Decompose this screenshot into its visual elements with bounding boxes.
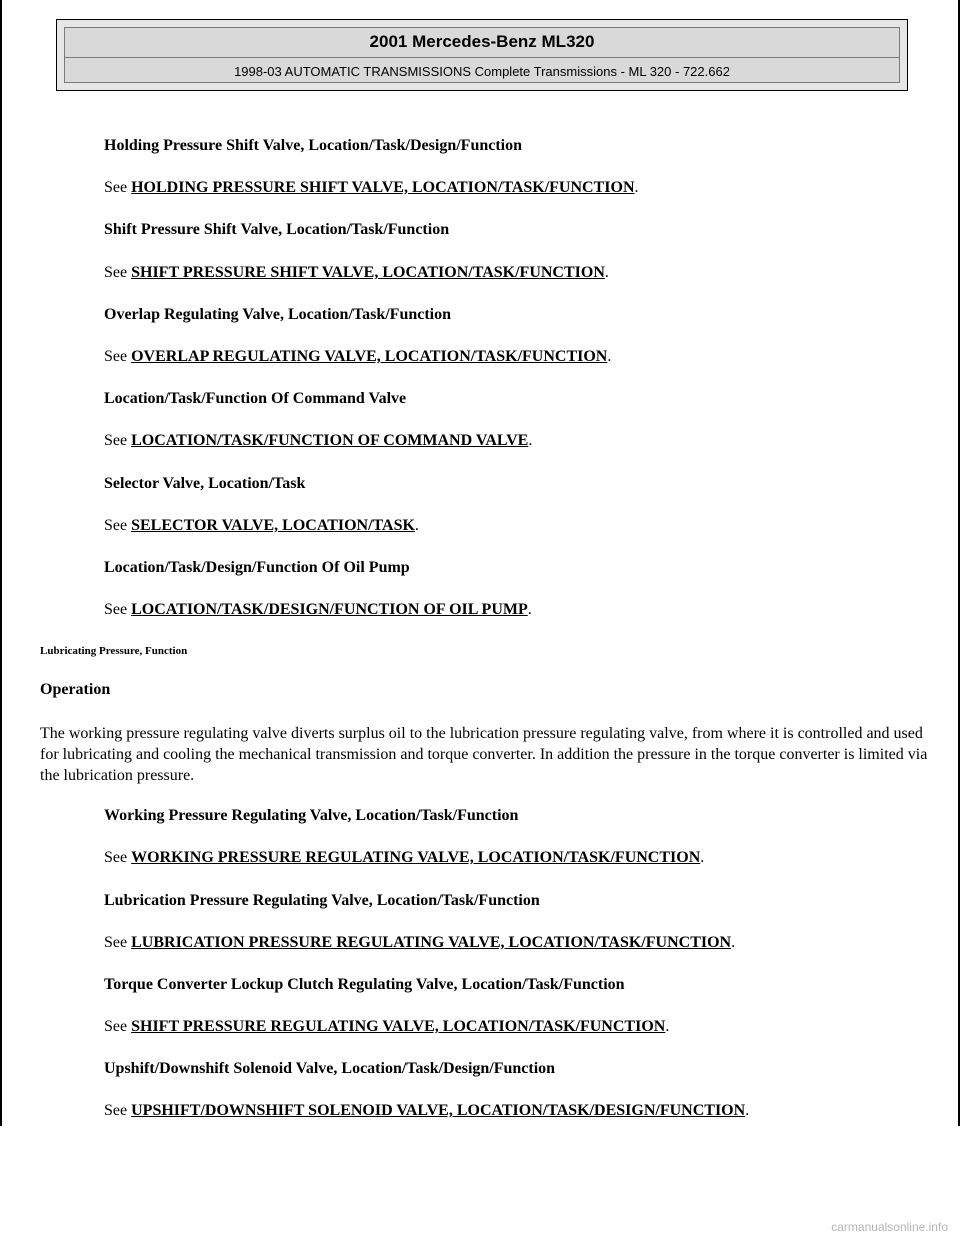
operation-paragraph: The working pressure regulating valve diverts surplus oil to the lubrication pressure regulating valve, from where it is controlled and used for lubricating and cooling the mechanical transmission and torque converter. In addition the pressure in the torque converter is limited via the lubrication pressure. — [40, 725, 928, 784]
cross-reference-link[interactable]: OVERLAP REGULATING VALVE, LOCATION/TASK/FUNCTION — [131, 348, 608, 365]
see-reference — [104, 934, 735, 952]
see-suffix: . — [604, 264, 609, 281]
see-reference — [104, 348, 611, 366]
see-suffix: . — [528, 432, 533, 449]
see-reference — [104, 1102, 749, 1120]
see-suffix: . — [634, 179, 639, 196]
cross-reference-link[interactable]: SELECTOR VALVE, LOCATION/TASK — [131, 517, 415, 534]
section-title: Lubricating Pressure, Function — [40, 645, 188, 657]
watermark: carmanualsonline.info — [831, 1220, 948, 1234]
cross-reference-link[interactable]: WORKING PRESSURE REGULATING VALVE, LOCATION/TASK/FUNCTION — [131, 849, 701, 866]
entry-heading: Lubrication Pressure Regulating Valve, Location/Task/Function — [104, 892, 540, 909]
see-prefix: See — [104, 264, 132, 281]
see-prefix: See — [104, 432, 132, 449]
see-suffix: . — [414, 517, 419, 534]
see-reference — [104, 849, 704, 867]
see-suffix: . — [527, 601, 532, 618]
entry-heading: Working Pressure Regulating Valve, Location/Task/Function — [104, 807, 519, 824]
see-prefix: See — [104, 1102, 132, 1119]
see-prefix: See — [104, 348, 132, 365]
entry-heading: Upshift/Downshift Solenoid Valve, Location/Task/Design/Function — [104, 1060, 556, 1077]
entry-heading: Selector Valve, Location/Task — [104, 475, 306, 492]
see-reference — [104, 432, 532, 450]
see-reference — [104, 601, 532, 619]
see-prefix: See — [104, 934, 132, 951]
entry-heading: Shift Pressure Shift Valve, Location/Task/Function — [104, 221, 450, 238]
see-prefix: See — [104, 179, 132, 196]
entry-heading: Location/Task/Design/Function Of Oil Pump — [104, 559, 410, 576]
header-divider — [65, 57, 899, 58]
cross-reference-link[interactable]: UPSHIFT/DOWNSHIFT SOLENOID VALVE, LOCATION/TASK/DESIGN/FUNCTION — [131, 1102, 746, 1119]
see-prefix: See — [104, 517, 132, 534]
cross-reference-link[interactable]: HOLDING PRESSURE SHIFT VALVE, LOCATION/TASK/FUNCTION — [131, 179, 635, 196]
entry-heading: Torque Converter Lockup Clutch Regulating Valve, Location/Task/Function — [104, 976, 625, 993]
cross-reference-link[interactable]: SHIFT PRESSURE SHIFT VALVE, LOCATION/TASK/FUNCTION — [131, 264, 605, 281]
see-reference — [104, 1018, 669, 1036]
document-header — [56, 19, 908, 91]
see-suffix: . — [700, 849, 705, 866]
operation-heading: Operation — [40, 681, 111, 698]
cross-reference-link[interactable]: LUBRICATION PRESSURE REGULATING VALVE, LOCATION/TASK/FUNCTION — [131, 934, 732, 951]
entry-heading: Holding Pressure Shift Valve, Location/Task/Design/Function — [104, 137, 523, 154]
entry-heading: Location/Task/Function Of Command Valve — [104, 390, 407, 407]
entry-heading: Overlap Regulating Valve, Location/Task/Function — [104, 306, 452, 323]
see-reference — [104, 517, 419, 535]
document-header-inner — [64, 27, 900, 83]
see-suffix: . — [607, 348, 612, 365]
header-subtitle: 1998-03 AUTOMATIC TRANSMISSIONS Complete Transmissions - ML 320 - 722.662 — [234, 64, 730, 79]
see-reference — [104, 264, 609, 282]
cross-reference-link[interactable]: LOCATION/TASK/FUNCTION OF COMMAND VALVE — [131, 432, 529, 449]
see-reference — [104, 179, 639, 197]
cross-reference-link[interactable]: SHIFT PRESSURE REGULATING VALVE, LOCATION/TASK/FUNCTION — [131, 1018, 666, 1035]
see-suffix: . — [731, 934, 736, 951]
see-prefix: See — [104, 849, 132, 866]
cross-reference-link[interactable]: LOCATION/TASK/DESIGN/FUNCTION OF OIL PUMP — [131, 601, 528, 618]
see-suffix: . — [745, 1102, 750, 1119]
header-title: 2001 Mercedes-Benz ML320 — [369, 32, 595, 51]
see-suffix: . — [665, 1018, 670, 1035]
see-prefix: See — [104, 601, 132, 618]
see-prefix: See — [104, 1018, 132, 1035]
